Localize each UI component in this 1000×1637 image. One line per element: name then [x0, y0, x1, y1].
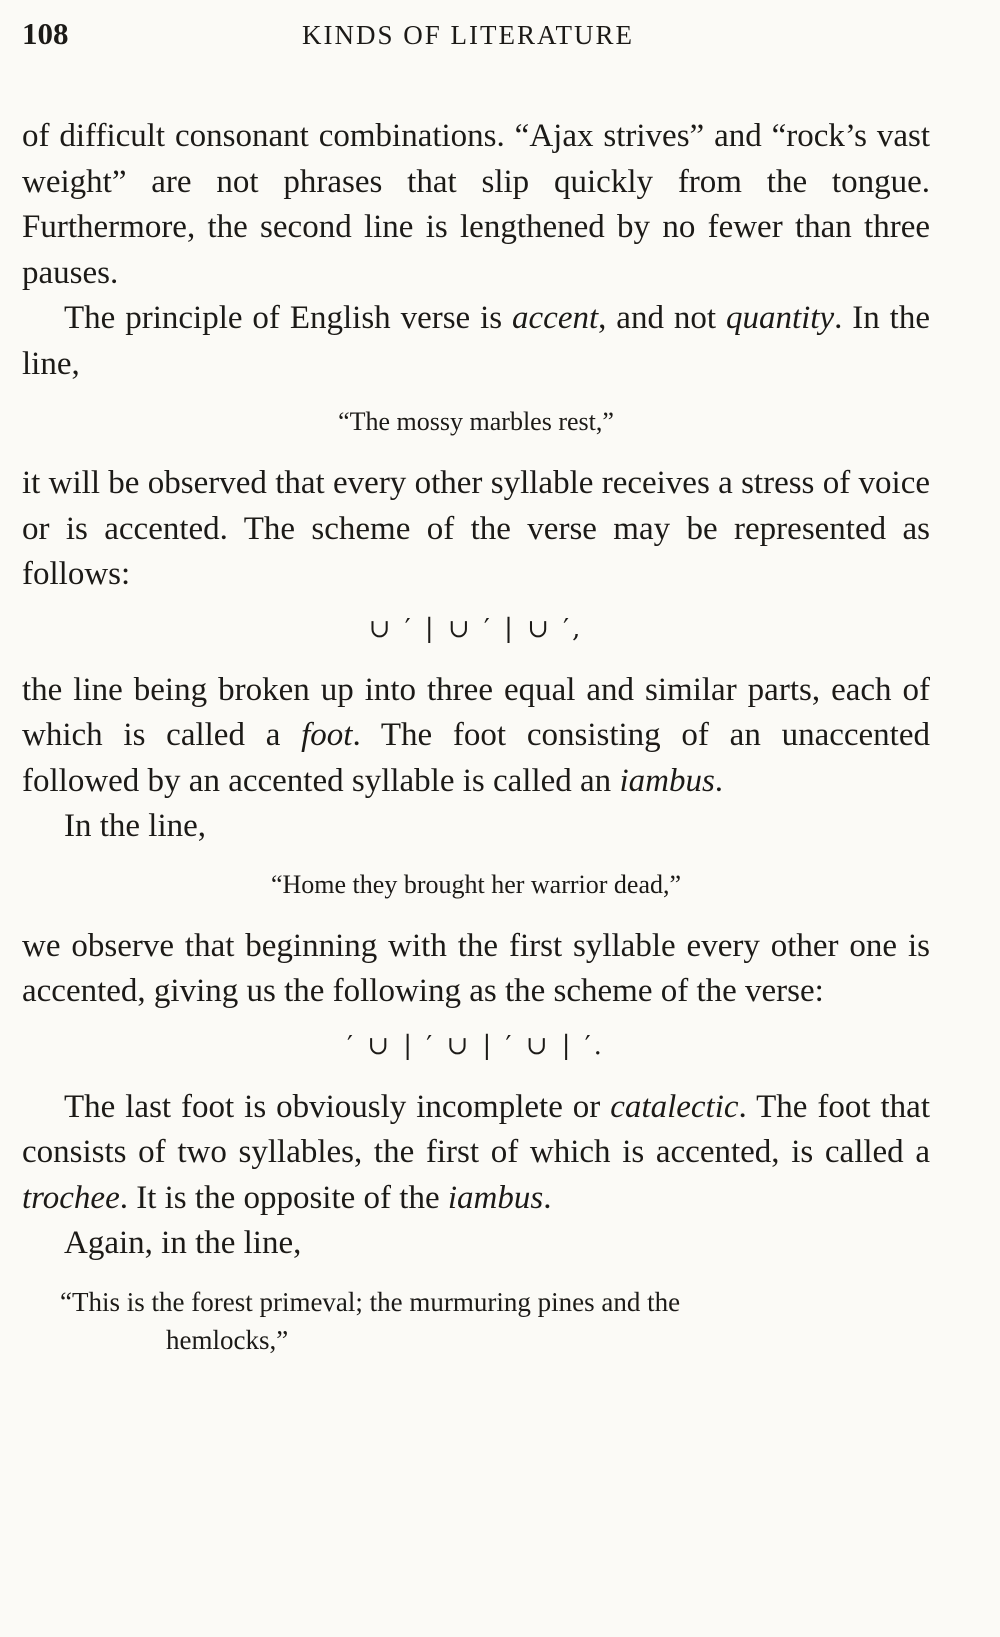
running-head: KINDS OF LITERATURE — [302, 20, 634, 50]
paragraph-7-text-d: . — [543, 1179, 552, 1216]
paragraph-4 — [22, 668, 930, 805]
paragraph-2-text-c: . In the line, — [22, 300, 930, 382]
italic-trochee: trochee — [22, 1179, 120, 1216]
verse-quote-3-line-1: “This is the forest primeval; the murmuring pines and the — [60, 1286, 681, 1317]
italic-accent: accent — [512, 300, 599, 336]
paragraph-4-text-c: . — [714, 762, 724, 799]
verse-quote-3-line-2: hemlocks,” — [166, 1324, 289, 1355]
italic-iambus-2: iambus — [447, 1179, 544, 1216]
paragraph-7-text-b: . The foot that consists of two syllables, the first of which is accented, is called a — [22, 1088, 930, 1170]
paragraph-4-text-b: . The foot consisting of an unaccented followed by an accented syllable is called an — [22, 717, 930, 799]
paragraph-4-text-a: the line being broken up into three equal and similar parts, each of which is called a — [22, 671, 930, 753]
page-number: 108 — [22, 16, 69, 51]
metrical-scheme-iambic: ∪ ′ | ∪ ′ | ∪ ′, — [368, 613, 584, 644]
verse-quote-3 — [60, 1283, 930, 1359]
verse-quote-2: “Home they brought her warrior dead,” — [270, 869, 682, 899]
verse-quote-1: “The mossy marbles rest,” — [338, 407, 614, 436]
paragraph-7-text-a: The last foot is obviously incomplete or — [64, 1088, 611, 1125]
paragraph-6: we observe that beginning with the first syllable every other one is accented, giving us the following as the scheme of the verse: — [22, 927, 930, 1009]
paragraph-7 — [22, 1085, 930, 1222]
italic-catalectic: catalectic — [610, 1088, 739, 1125]
paragraph-7-text-c: . It is the opposite of the — [119, 1179, 448, 1216]
paragraph-2-text-b: , and not — [598, 300, 726, 336]
italic-foot: foot — [301, 717, 353, 753]
metrical-scheme-trochaic: ′ ∪ | ′ ∪ | ′ ∪ | ′. — [347, 1030, 605, 1061]
italic-iambus: iambus — [619, 762, 715, 799]
paragraph-1: of difficult consonant combinations. “Ajax strives” and “rock’s vast weight” are not phrases that slip quickly from the tongue. Furthermore, the second line is lengthened by no fewer than three pauses. — [22, 118, 930, 291]
italic-quantity: quantity — [725, 300, 835, 336]
paragraph-2-text-a: The principle of English verse is — [64, 300, 513, 336]
paragraph-2 — [22, 296, 930, 387]
paragraph-5: In the line, — [64, 808, 207, 844]
page-header — [22, 16, 930, 66]
paragraph-3: it will be observed that every other syllable receives a stress of voice or is accented. The scheme of the verse may be represented as follows: — [22, 465, 930, 592]
paragraph-8: Again, in the line, — [64, 1225, 302, 1261]
